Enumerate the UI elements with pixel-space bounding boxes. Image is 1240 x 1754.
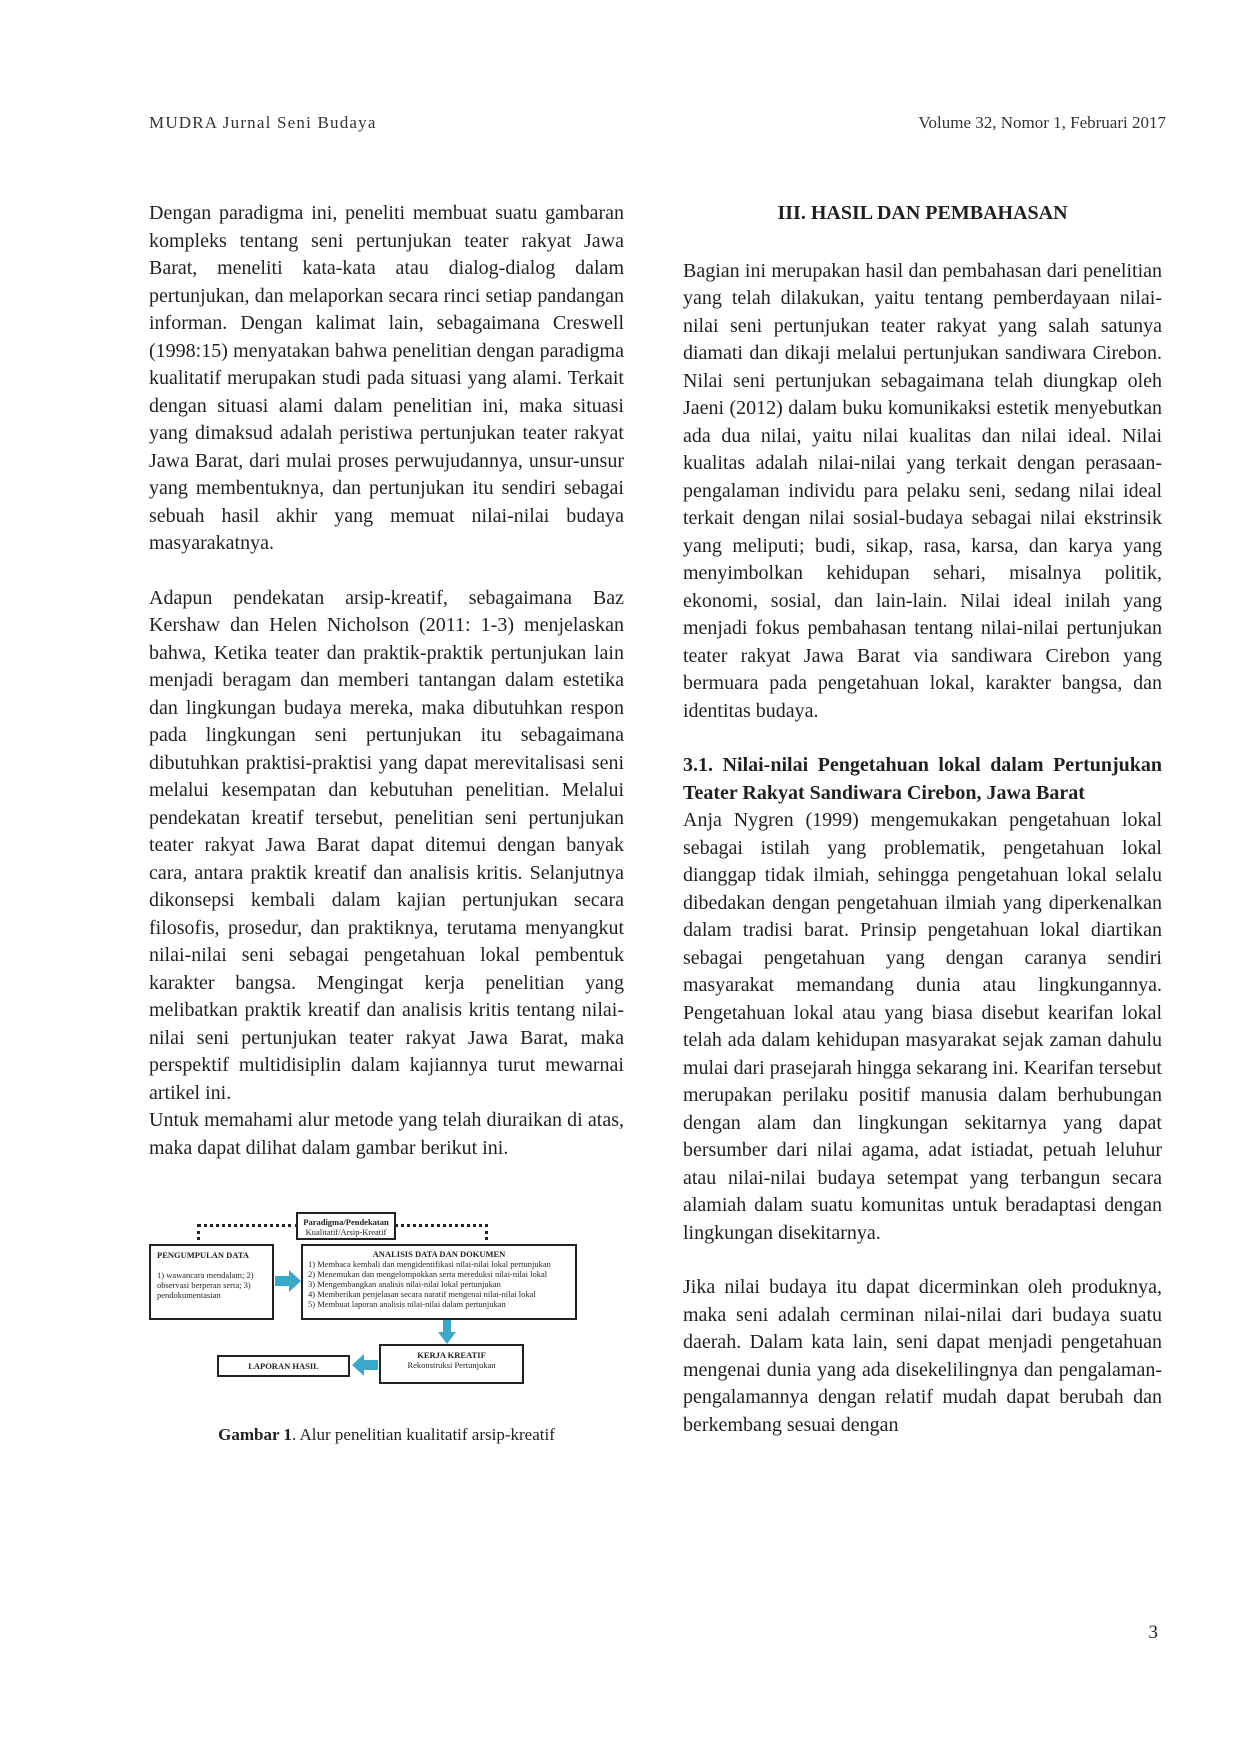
data-collection-title: PENGUMPULAN DATA xyxy=(157,1250,249,1260)
data-collection-items: 1) wawancara mendalam; 2) observasi berperan serta; 3) pendokumentasian xyxy=(157,1270,254,1300)
data-collection-box xyxy=(149,1244,274,1320)
figure-caption xyxy=(149,1421,624,1449)
paragraph: Jika nilai budaya itu dapat dicerminkan oleh produknya, maka seni adalah cerminan nilai-nilai dari budaya suatu daerah. Dalam kata lain, seni dapat menjadi pengetahuan mengenai dunia yang ada disekelilingnya dan pengalaman-pengalamannya dengan relatif mudah dapat berubah dan berkembang sesuai dengan xyxy=(683,1276,1162,1436)
creative-work-subtitle: Rekonstruksi Pertunjukan xyxy=(407,1360,496,1370)
analysis-step: 5) Membuat laporan analisis nilai-nilai dalam pertunjukan xyxy=(308,1299,506,1309)
section-heading: III. HASIL DAN PEMBAHASAN xyxy=(777,202,1068,224)
left-column xyxy=(149,200,624,1449)
analysis-step: 3) Mengembangkan analisis nilai-nilai lokal pertunjukan xyxy=(308,1279,501,1289)
report-box xyxy=(217,1355,350,1377)
arrow-right-icon xyxy=(275,1270,301,1292)
paradigm-box xyxy=(296,1212,396,1240)
page-number: 3 xyxy=(1148,1622,1158,1643)
arrow-down-icon xyxy=(438,1320,456,1344)
analysis-box xyxy=(301,1244,577,1320)
arrow-left-icon xyxy=(352,1354,378,1376)
method-flow-diagram xyxy=(149,1196,624,1401)
report-title: LAPORAN HASIL xyxy=(248,1361,319,1371)
paradigm-title: Paradigma/Pendekatan xyxy=(303,1217,389,1227)
paragraph: Bagian ini merupakan hasil dan pembahasan dari penelitian yang telah dilakukan, yaitu tentang pemberdayaan nilai-nilai seni pertunjukan teater rakyat yang salah satunya diamati dan dikaji melalui pertunjukan sandiwara Cirebon. Nilai seni pertunjukan sebagaimana telah diungkap oleh Jaeni (2012) dalam buku komunikaksi estetik menyebutkan ada dua nilai, yaitu nilai kualitas dan nilai ideal. Nilai kualitas adalah nilai-nilai yang terkait dengan perasaan-pengalaman individu para pelaku seni, sedang nilai ideal terkait dengan nilai sosial-budaya sebagai nilai ekstrinsik yang meliputi; budi, sikap, rasa, karsa, dan karya yang menyimbolkan kehidupan sehari, misalnya politik, ekonomi, sosial, dan lain-lain. Nilai ideal inilah yang menjadi fokus pembahasan tentang nilai-nilai pertunjukan teater rakyat Jawa Barat via sandiwara Cirebon yang bermuara pada pengetahuan lokal, karakter bangsa, dan identitas budaya. xyxy=(683,259,1162,722)
subsection-heading: 3.1. Nilai-nilai Pengetahuan lokal dalam Pertunjukan Teater Rakyat Sandiwara Cirebon, Jawa Barat xyxy=(683,754,1162,804)
figure-caption-label: Gambar 1 xyxy=(218,1425,292,1444)
creative-work-box xyxy=(379,1344,524,1384)
analysis-step: 2) Menemukan dan mengelompokkan serta mereduksi nilai-nilai lokal xyxy=(308,1269,548,1279)
figure-caption-text: . Alur penelitian kualitatif arsip-kreatif xyxy=(291,1425,555,1444)
paragraph: Dengan paradigma ini, peneliti membuat suatu gambaran kompleks tentang seni pertunjukan teater rakyat Jawa Barat, meneliti kata-kata atau dialog-dialog dalam pertunjukan, dan melaporkan secara rinci setiap pandangan informan. Dengan kalimat lain, sebagaimana Creswell (1998:15) menyatakan bahwa penelitian dengan paradigma kualitatif merupakan studi pada situasi yang alami. Terkait dengan situasi alami dalam penelitian ini, maka situasi yang dimaksud adalah peristiwa pertunjukan teater rakyat Jawa Barat, dari mulai proses perwujudannya, unsur-unsur yang membentuknya, dan pertunjukan itu sendiri sebagai sebuah hasil akhir yang memuat nilai-nilai budaya masyarakatnya. xyxy=(149,202,624,554)
creative-work-title: KERJA KREATIF xyxy=(417,1350,486,1360)
analysis-step: 1) Membaca kembali dan mengidentifikasi nilai-nilai lokal pertunjukan xyxy=(308,1259,551,1269)
running-header-volume: Volume 32, Nomor 1, Februari 2017 xyxy=(918,113,1166,132)
paragraph: Untuk memahami alur metode yang telah diuraikan di atas, maka dapat dilihat dalam gambar berikut ini. xyxy=(149,1109,624,1159)
paragraph: Adapun pendekatan arsip-kreatif, sebagaimana Baz Kershaw dan Helen Nicholson (2011: 1-3) menjelaskan bahwa, Ketika teater dan praktik-praktik pertunjukan lain menjadi beragam dan memberi tantangan dalam estetika dan lingkungan budaya mereka, maka dibutuhkan respon pada lingkungan seni pertunjukan itu sebagaimana dibutuhkan praktisi-praktisi yang dapat merevitalisasi seni melalui kesempatan dan kebutuhan penelitian. Melalui pendekatan kreatif tersebut, penelitian seni pertunjukan teater rakyat Jawa Barat dapat ditemui dengan banyak cara, antara praktik kreatif dan analisis kritis. Selanjutnya dikonsepsi kembali dalam kajian pertunjukan secara filosofis, prosedur, dan praktiknya, terutama menyangkut nilai-nilai seni sebagai pengetahuan lokal pembentuk karakter bangsa. Mengingat kerja penelitian yang melibatkan praktik kreatif dan analisis kritis tentang nilai-nilai seni pertunjukan teater rakyat Jawa Barat, maka perspektif multidisiplin dalam kajiannya turut mewarnai artikel ini. xyxy=(149,586,624,1104)
analysis-title: ANALISIS DATA DAN DOKUMEN xyxy=(372,1249,506,1259)
right-column xyxy=(683,200,1162,1439)
paradigm-subtitle: Kualitatif/Arsip-Kreatif xyxy=(305,1227,387,1237)
paragraph: Anja Nygren (1999) mengemukakan pengetahuan lokal sebagai istilah yang problematik, pengetahuan lokal dianggap tidak ilmiah, sehingga pengetahuan lokal selalu dibedakan dengan pengetahuan ilmiah yang diperkenalkan dalam tradisi barat. Prinsip pengetahuan lokal diartikan sebagai pengetahuan yang dengan caranya sendiri masyarakat memandang dunia atau lingkungannya. Pengetahuan lokal atau yang biasa disebut kearifan lokal telah ada dalam kehidupan masyarakat sejak zaman dahulu mulai dari prasejarah hingga sekarang ini. Kearifan tersebut merupakan perilaku positif manusia dalam berhubungan dengan alam dan lingkungan sekitarnya yang dapat bersumber dari nilai agama, adat istiadat, petuah leluhur atau nilai-nilai budaya setempat yang terbangun secara alamiah dalam suatu komunitas untuk beradaptasi dengan lingkungan disekitarnya. xyxy=(683,809,1162,1244)
analysis-step: 4) Memberikan penjelasan secara naratif mengenai nilai-nilai lokal xyxy=(308,1289,536,1299)
running-header-journal: MUDRA Jurnal Seni Budaya xyxy=(149,113,377,132)
